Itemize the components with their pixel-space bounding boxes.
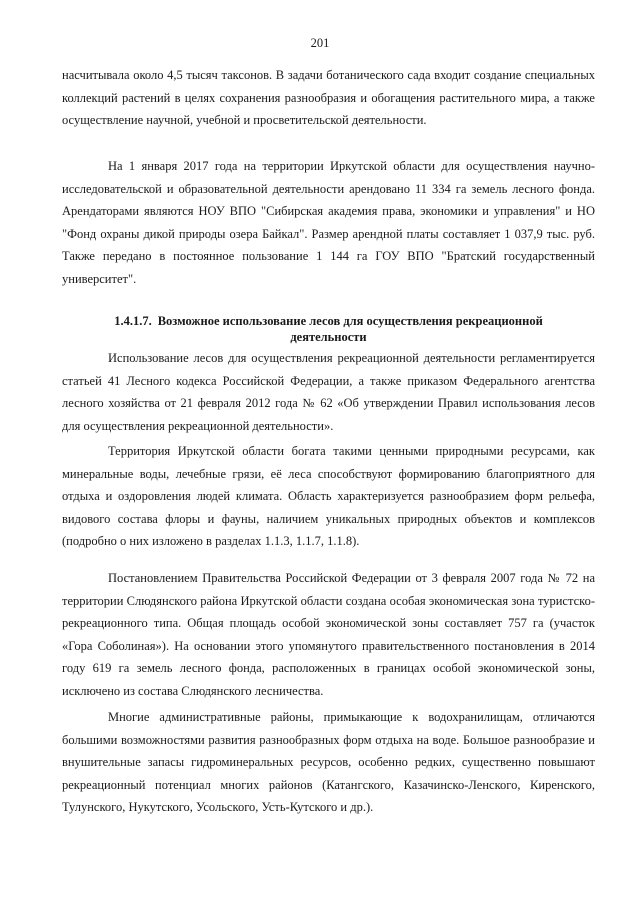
- paragraph-intro-block: [62, 64, 595, 132]
- paragraph-law-block: [62, 347, 595, 437]
- page-number: 201: [310, 36, 330, 50]
- paragraph-lease-block: [62, 155, 595, 291]
- paragraph-districts: Многие административные районы, примыкающие к водохранилищам, отличаются большими возможностями развития разнообразных форм отдыха на воде. Большое разнообразие и внушительные запасы гидроминеральных ресурсов, особенно редких, существенно повышают рекреационный потенциал многих районов (Катангского, Казачинско-Ленского, Киренского, Тулунского, Нукутского, Усольского, Усть-Кутского и др.).: [62, 710, 595, 815]
- section-title-line2: деятельности: [290, 330, 367, 344]
- paragraph-zone-block: [62, 567, 595, 703]
- section-title-line1: Возможное использование лесов для осуществления рекреационной: [157, 314, 543, 328]
- paragraph-resources-block: [62, 440, 595, 553]
- section-heading: [62, 313, 595, 345]
- section-heading-line1: [62, 313, 595, 329]
- paragraph-resources: Территория Иркутской области богата такими ценными природными ресурсами, как минеральные воды, лечебные грязи, её леса способствуют формированию благоприятного для отдыха и оздоровления людей климата. Область характеризуется разнообразием форм рельефа, видового состава флоры и фауны, наличием уникальных природных объектов и комплексов (подробно о них изложено в разделах 1.1.3, 1.1.7, 1.1.8).: [62, 444, 595, 549]
- paragraph-districts-block: [62, 706, 595, 819]
- paragraph-zone: Постановлением Правительства Российской Федерации от 3 февраля 2007 года № 72 на территории Слюдянского района Иркутской области создана особая экономическая зона туристско-рекреационного типа. Общая площадь особой экономической зоны составляет 757 га (участок «Гора Соболиная»). На основании этого упомянутого правительственного постановления в 2014 году 619 га земель лесного фонда, расположенных в границах особой экономической зоны, исключено из состава Слюдянского лесничества.: [62, 571, 595, 698]
- section-number: 1.4.1.7.: [114, 314, 152, 328]
- paragraph-lease: На 1 января 2017 года на территории Иркутской области для осуществления научно-исследовательской и образовательной деятельности арендовано 11 334 га земель лесного фонда. Арендаторами являются НОУ ВПО "Сибирская академия права, экономики и управления" и НО "Фонд охраны дикой природы озера Байкал". Размер арендной платы составляет 1 037,9 тыс. руб. Также передано в постоянное пользование 1 144 га ГОУ ВПО "Братский государственный университет".: [62, 159, 595, 286]
- paragraph-intro: насчитывала около 4,5 тысяч таксонов. В задачи ботанического сада входит создание специальных коллекций растений в целях сохранения разнообразия и обогащения растительного мира, а также осуществление научной, учебной и просветительской деятельности.: [62, 68, 595, 128]
- paragraph-law: Использование лесов для осуществления рекреационной деятельности регламентируется статьей 41 Лесного кодекса Российской Федерации, а также приказом Федерального агентства лесного хозяйства от 21 февраля 2012 года № 62 «Об утверждении Правил использования лесов для осуществления рекреационной деятельности».: [62, 351, 595, 433]
